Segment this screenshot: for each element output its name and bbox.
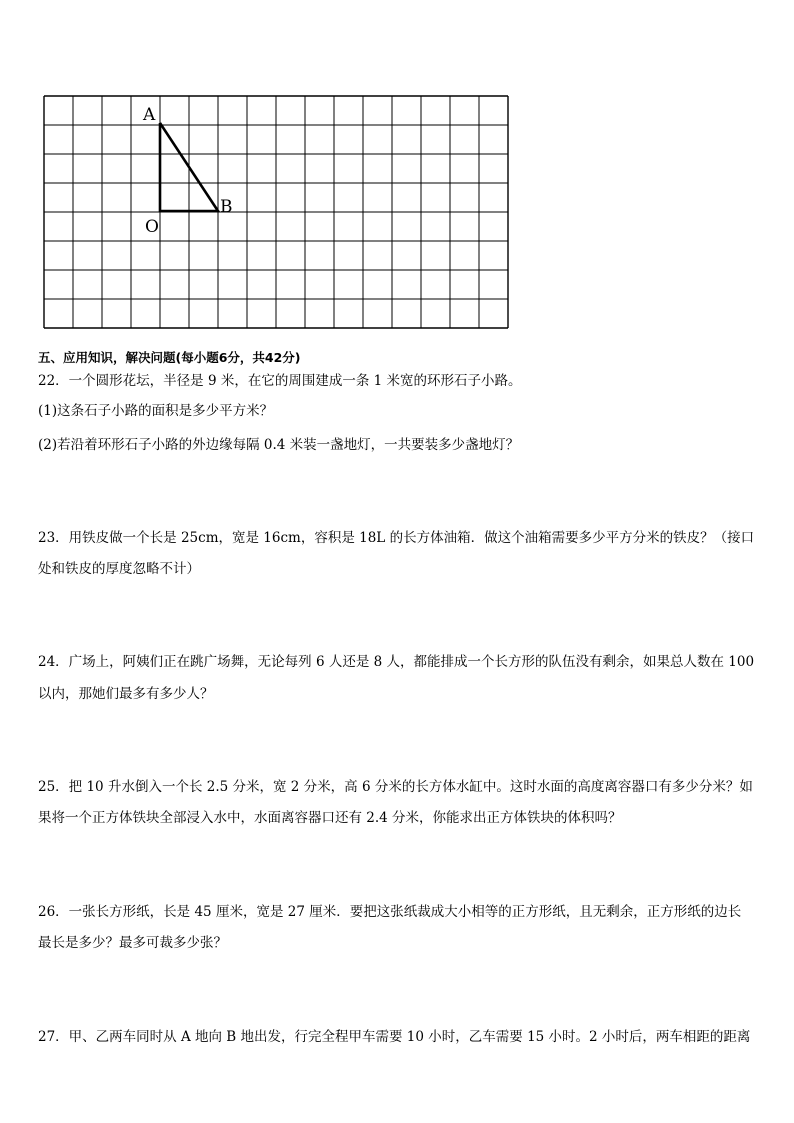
problem-24-line-2: 以内，那她们最多有多少人？ bbox=[38, 686, 214, 702]
vertex-label-b: B bbox=[220, 197, 233, 217]
problem-23-line-2: 处和铁皮的厚度忽略不计） bbox=[38, 561, 200, 577]
problem-26-line-1: 26．一张长方形纸，长是 45 厘米，宽是 27 厘米．要把这张纸裁成大小相等的正方形纸，且无剩余，正方形纸的边长 bbox=[38, 904, 742, 920]
problem-24-line-1: 24．广场上，阿姨们正在跳广场舞，无论每列 6 人还是 8 人，都能排成一个长方形的队伍没有剩余，如果总人数在 100 bbox=[38, 654, 755, 670]
vertex-label-o: O bbox=[145, 217, 159, 237]
problem-22-line-1: 22．一个圆形花坛，半径是 9 米，在它的周围建成一条 1 米宽的环形石子小路。 bbox=[38, 373, 522, 389]
problem-25-line-1: 25．把 10 升水倒入一个长 2.5 分米，宽 2 分米，高 6 分米的长方体水缸中。这时水面的高度离容器口有多少分米？如 bbox=[38, 779, 753, 795]
square-grid bbox=[44, 96, 508, 328]
problem-22-line-3: (2)若沿着环形石子小路的外边缘每隔 0.4 米装一盏地灯，一共要装多少盏地灯？ bbox=[38, 437, 520, 453]
grid-triangle-figure bbox=[42, 94, 512, 330]
problem-26-line-2: 最长是多少？最多可裁多少张？ bbox=[38, 935, 227, 951]
problem-22-line-2: (1)这条石子小路的面积是多少平方米？ bbox=[38, 403, 274, 419]
section-heading: 五、应用知识，解决问题(每小题6分，共42分) bbox=[38, 350, 301, 365]
problem-23-line-1: 23．用铁皮做一个长是 25cm，宽是 16cm，容积是 18L 的长方体油箱．做这个油箱需要多少平方分米的铁皮？（接口 bbox=[38, 530, 755, 546]
problem-25-line-2: 果将一个正方体铁块全部浸入水中，水面离容器口还有 2.4 分米，你能求出正方体铁块的体积吗？ bbox=[38, 810, 622, 826]
problem-27-line-1: 27．甲、乙两车同时从 A 地向 B 地出发，行完全程甲车需要 10 小时，乙车需要 15 小时。2 小时后，两车相距的距离 bbox=[38, 1029, 751, 1045]
vertex-label-a: A bbox=[143, 105, 156, 125]
